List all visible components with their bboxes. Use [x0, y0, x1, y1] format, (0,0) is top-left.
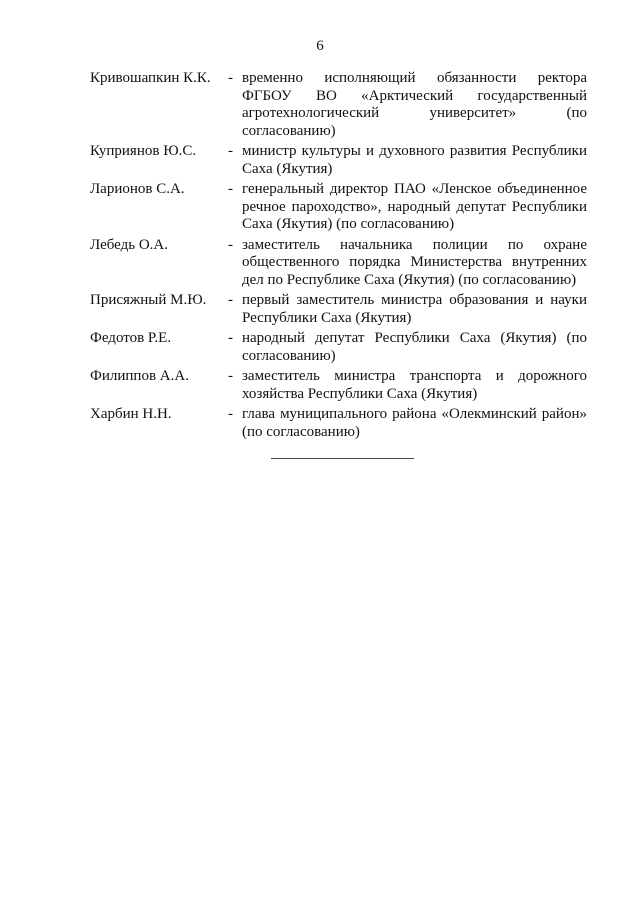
- member-name: Ларионов С.А.: [90, 181, 185, 197]
- member-row: [90, 292, 587, 327]
- member-role: заместитель начальника полиции по охране общественного порядка Министерства внутренних дел по Республике Саха (Якутия) (по согласованию): [242, 236, 587, 288]
- member-dash: -: [228, 181, 233, 197]
- member-dash: -: [228, 368, 233, 384]
- member-name: Лебедь О.А.: [90, 236, 169, 253]
- member-role: министр культуры и духовного развития Республики Саха (Якутия): [242, 143, 587, 177]
- member-role: первый заместитель министра образования и науки Республики Саха (Якутия): [242, 292, 587, 326]
- member-row: [90, 406, 587, 441]
- member-row: [90, 368, 587, 403]
- member-row: [90, 181, 587, 234]
- member-list: [90, 70, 587, 444]
- member-name: Кривошапкин К.К.: [90, 70, 211, 86]
- member-role: генеральный директор ПАО «Ленское объединенное речное пароходство», народный депутат Республики Саха (Якутия) (по согласованию): [242, 181, 587, 232]
- member-name: Федотов Р.Е.: [90, 330, 172, 346]
- member-row: [90, 70, 587, 140]
- member-row: [90, 237, 587, 290]
- member-role: глава муниципального района «Олекминский район» (по согласованию): [242, 406, 587, 440]
- member-name: Харбин Н.Н.: [90, 406, 172, 422]
- member-dash: -: [228, 330, 233, 346]
- member-dash: -: [228, 70, 233, 86]
- member-name: Присяжный М.Ю.: [90, 292, 207, 308]
- page-number: 6: [316, 38, 324, 54]
- member-dash: -: [228, 292, 233, 308]
- member-name: Филиппов А.А.: [90, 368, 189, 384]
- member-dash: -: [228, 406, 233, 422]
- member-role: временно исполняющий обязанности ректора ФГБОУ ВО «Арктический государственный агротехнологический университет» (по согласованию): [242, 70, 587, 139]
- member-dash: -: [228, 236, 233, 253]
- member-role: заместитель министра транспорта и дорожного хозяйства Республики Саха (Якутия): [242, 368, 587, 402]
- member-row: [90, 330, 587, 365]
- member-dash: -: [228, 143, 233, 159]
- member-name: Куприянов Ю.С.: [90, 143, 197, 159]
- member-row: [90, 143, 587, 178]
- member-role: народный депутат Республики Саха (Якутия) (по согласованию): [242, 330, 587, 364]
- end-separator-line: [271, 458, 414, 459]
